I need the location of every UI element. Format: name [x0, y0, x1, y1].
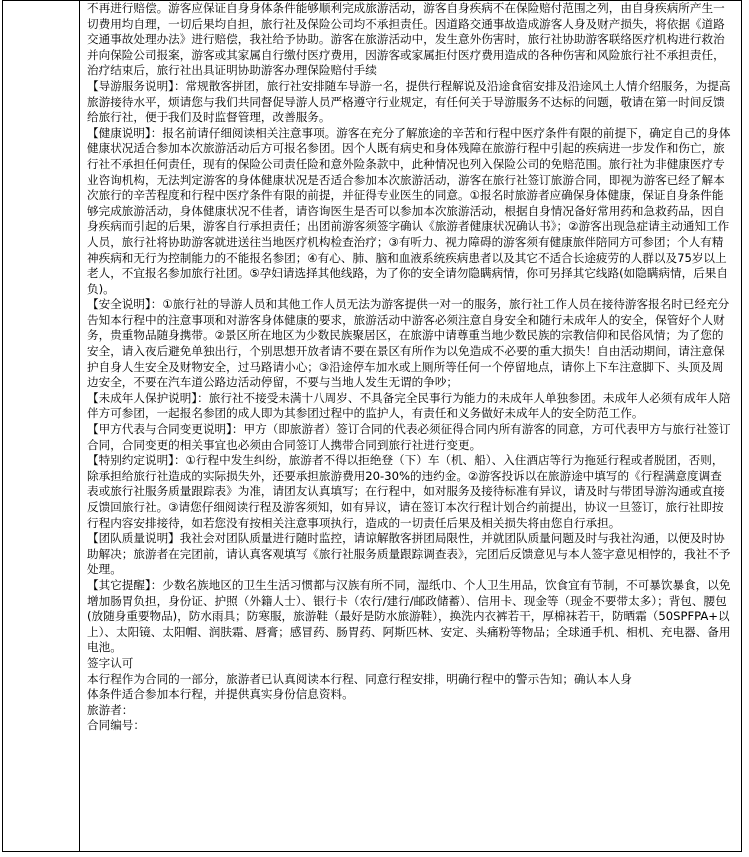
team-quality-paragraph: 【团队质量说明】我社会对团队质量进行随时监控，请谅解散客拼团局限性，并就团队质量问题及时与我社沟通，以便及时协助解决；旅游者在完团前，请认真客观填写《旅行社服务质量跟踪调查表》，完团后反馈意见与本人签字意见相悖的，我社不予处理。: [87, 531, 731, 577]
contract-change-paragraph: 【甲方代表与合同变更说明】：甲方（即旅游者）签订合同的代表必须征得合同内所有游客的同意，方可代表甲方与旅行社签订合同，合同变更的相关事宜也必须由合同签订人携带合同到旅行社进行变更。: [87, 422, 731, 452]
document-table: [2, 0, 742, 852]
contract-number-field: 合同编号：: [87, 718, 145, 733]
special-agreement-paragraph: 【特别约定说明】：①行程中发生纠纷，旅游者不得以拒绝登（下）车（机、船）、入住酒店等行为拖延行程或者脱团，否则，除承担给旅行社造成的实际损失外，还要承担旅游费用20-30%的违约金。②游客投诉以在旅游途中填写的《行程满意度调查表或旅行社服务质量跟踪表》为准，请团友认真填写；在行程中，如对服务及接待标准有异议，请及时与带团导游沟通或直接反馈回旅行社。③请您仔细阅读行程及游客须知，如有异议，请在签订本次行程计划合约前提出，协议一旦签订，旅行社即按行程内容安排接待，如若您没有按相关注意事项执行，造成的一切责任后果及相关损失将由您自行承担。: [87, 453, 725, 530]
minor-protection-paragraph: 【未成年人保护说明】：旅行社不接受未满十八周岁、不具备完全民事行为能力的未成年人单独参团。未成年人必须有成年人陪伴方可参团，一起报名参团的成人即为其参团过程中的监护人，有责任和义务做好未成年人的安全防范工作。: [87, 390, 731, 421]
health-paragraph: 【健康说明】：报名前请仔细阅读相关注意事项。游客在充分了解旅途的辛苦和行程中医疗条件有限的前提下，确定自己的身体健康状况适合参加本次旅游活动后方可报名参团。因个人既有病史和身体残障在旅游行程中引起的疾病进一步发作和伤亡，旅行社不承担任何责任，现有的保险公司责任险和意外险条款中，此种情况也列入保险公司的免赔范围。旅行社为非健康医疗专业咨询机构，无法判定游客的身体健康状况是否适合参加本次旅游活动，游客在旅行社签订旅游合同，即视为游客已经了解本次旅行的辛苦程度和行程中医疗条件有限的前提，并征得专业医生的同意。①报名时旅游者应确保身体健康，保证自身条件能够完成旅游活动，身体健康状况不佳者，请咨询医生是否可以参加本次旅游活动，根据自身情况备好常用药和急救药品，因自身疾病而引起的后果，游客自行承担责任；出团前游客须签字确认《旅游者健康状况确认书》；②游客出现急症请主动通知工作人员，旅行社将协助游客就进送往当地医疗机构检查治疗；③有听力、视力障碍的游客须有健康旅伴陪同方可参团；个人有精神疾病和无行为控制能力的不能报名参团；④有心、肺、脑和血液系统疾病患者以及其它不适合长途疲劳的人群以及75岁以上老人，不宜报名参加旅行社团。⑤孕妇请选择其他线路，为了你的安全请勿隐瞒病情，你可另择其它线路(如隐瞒病情，后果自负)。: [87, 125, 731, 296]
signature-heading: 签字认可: [87, 655, 134, 670]
confirmation-line-2: 体条件适合参加本行程，并提供真实身份信息资料。: [87, 687, 354, 702]
table-label-cell: [3, 1, 80, 851]
other-reminders-paragraph: 【其它提醒】：少数名族地区的卫生生活习惯都与汉族有所不同，湿纸巾、个人卫生用品，饮食宜有节制，不可暴饮暴食，以免增加肠胃负担，身份证、护照（外籍人士）、银行卡（农行/建行/邮政储蓄）、信用卡、现金等（现金不要带太多）；背包、腰包(放随身重要物品)，防水雨具；防寒服，旅游鞋（最好是防水旅游鞋），换洗内衣裤若干，厚棉袜若干，防晒霜（50SPFPA+以上）、太阳镜、太阳帽、润肤霜、唇膏；感冒药、肠胃药、阿斯匹林、安定、头痛粉等物品；全球通手机、相机、充电器、备用电池。: [87, 577, 731, 655]
insurance-paragraph: 不再进行赔偿。游客应保证自身身体条件能够顺利完成旅游活动，游客自身疾病不在保险赔付范围之列，由自身疾病所产生一切费用均自理，一切后果均自担，旅行社及保险公司均不承担责任。因道路交通事故造成游客人身及财产损失，将依据《道路交通事故处理办法》进行赔偿，我社给予协助。游客在旅游活动中，发生意外伤害时，旅行社协助游客联络医疗机构进行救治并向保险公司报案，游客或其家属自行缴付医疗费用，因游客或家属拒付医疗费用造成的各种伤害和风险旅行社不承担责任，治疗结束后，旅行社出具证明协助游客办理保险赔付手续: [87, 1, 725, 78]
document-content: [87, 1, 733, 734]
safety-paragraph: 【安全说明】：①旅行社的导游人员和其他工作人员无法为游客提供一对一的服务，旅行社工作人员在接待游客报名时已经充分告知本行程中的注意事项和对游客身体健康的要求，旅游活动中游客必须注意自身安全和随行未成年人的安全，保管好个人财务，贵重物品随身携带。②景区所在地区为少数民族聚居区，在旅游中请尊重当地少数民族的宗教信仰和民俗风情；为了您的安全，请入夜后避免单独出行，个别思想开放者请不要在景区有所作为以免造成不必要的重大损失！自由活动期间，请注意保护自身人生安全及财物安全，过马路请小心；③沿途停车加水或上厕所等任何一个停留地点，请你上下车注意脚下、头顶及周边安全，不要在汽车道公路边活动停留，不要与当地人发生无谓的争吵；: [87, 297, 730, 390]
confirmation-line-1: 本行程作为合同的一部分，旅游者已认真阅读本行程、同意行程安排，明确行程中的警示告知；确认本人身: [87, 671, 632, 686]
traveler-field: 旅游者：: [87, 702, 134, 717]
guide-service-paragraph: 【导游服务说明】：常规散客拼团，旅行社安排随车导游一名，提供行程解说及沿途食宿安排及沿途风土人情介绍服务，为提高旅游接待水平，烦请您与我们共同督促导游人员严格遵守行业规定，有任何关于导游服务不达标的问题，敬请在第一时间反馈给旅行社，便于我们及时监督管理，改善服务。: [87, 78, 731, 125]
